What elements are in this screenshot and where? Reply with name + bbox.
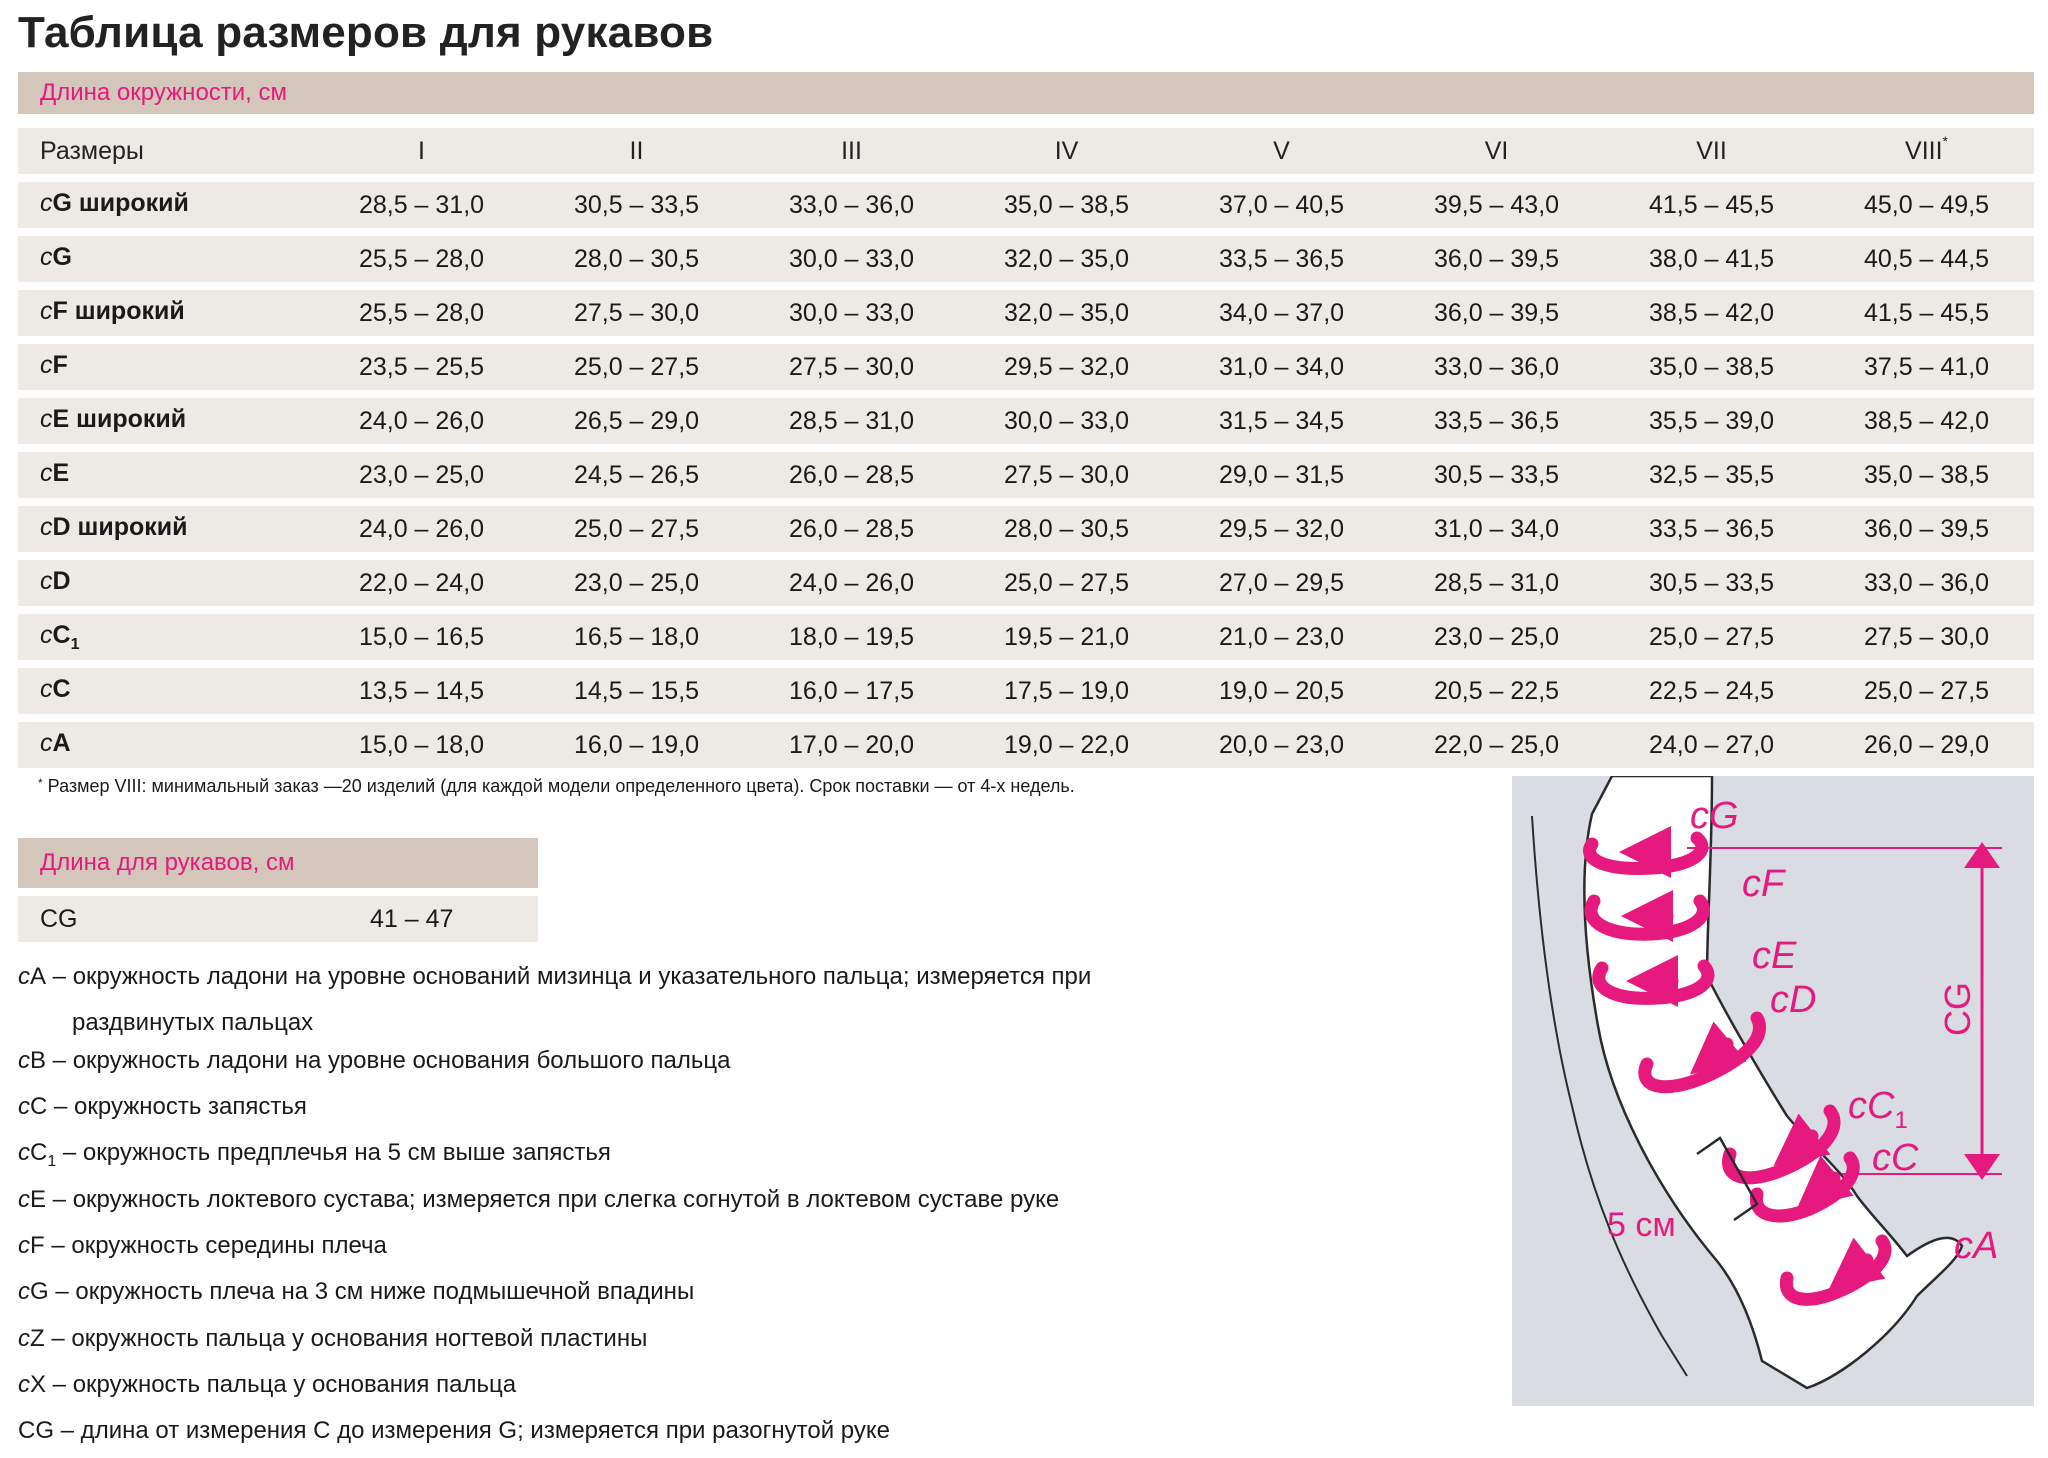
table-cell: 27,0 – 29,5 [1174, 560, 1389, 606]
legend-main: G [30, 1278, 49, 1306]
table-cell: 25,0 – 27,5 [1604, 614, 1819, 660]
legend-main: X [30, 1370, 47, 1398]
circumference-band: Длина окружности, см [18, 72, 2034, 114]
legend-item [18, 958, 1488, 1004]
table-row [18, 344, 2034, 390]
table-cell: 24,0 – 27,0 [1604, 722, 1819, 768]
label-prefix: c [40, 728, 53, 757]
row-label [18, 614, 314, 660]
table-row [18, 560, 2034, 606]
table-cell: 30,5 – 33,5 [1389, 452, 1604, 498]
col-header: IV [959, 128, 1174, 174]
table-cell: 22,0 – 25,0 [1389, 722, 1604, 768]
table-cell: 35,0 – 38,5 [1604, 344, 1819, 390]
legend-item [18, 1366, 1488, 1412]
table-cell: 30,0 – 33,0 [744, 236, 959, 282]
table-cell: 26,0 – 29,0 [1819, 722, 2034, 768]
table-cell: 31,0 – 34,0 [1389, 506, 1604, 552]
col-header: I [314, 128, 529, 174]
legend-main: F [30, 1231, 45, 1259]
label-main: A [52, 728, 71, 757]
col-header-text: VIII [1905, 136, 1943, 165]
legend [18, 958, 1488, 1458]
table-row [18, 182, 2034, 228]
label-c1-main: cC [1848, 1085, 1895, 1127]
table-row [18, 236, 2034, 282]
table-cell: 20,5 – 22,5 [1389, 668, 1604, 714]
legend-main: E [30, 1185, 47, 1213]
legend-item [18, 1042, 1488, 1088]
table-cell: 20,0 – 23,0 [1174, 722, 1389, 768]
label-prefix: c [40, 512, 53, 541]
table-cell: 28,5 – 31,0 [314, 182, 529, 228]
table-cell: 32,0 – 35,0 [959, 236, 1174, 282]
table-cell: 18,0 – 19,5 [744, 614, 959, 660]
table-cell: 28,5 – 31,0 [744, 398, 959, 444]
table-cell: 36,0 – 39,5 [1819, 506, 2034, 552]
table-cell: 37,0 – 40,5 [1174, 182, 1389, 228]
table-cell: 30,0 – 33,0 [959, 398, 1174, 444]
label-prefix: c [40, 458, 53, 487]
legend-text: – окружность середины плеча [44, 1231, 387, 1259]
table-cell: 35,0 – 38,5 [1819, 452, 2034, 498]
table-cell: 27,5 – 30,0 [744, 344, 959, 390]
col-header: V [1174, 128, 1389, 174]
row-label [18, 560, 314, 606]
table-cell: 15,0 – 18,0 [314, 722, 529, 768]
label-c: cC [1872, 1137, 1919, 1179]
table-cell: 38,5 – 42,0 [1604, 290, 1819, 336]
legend-text: – окружность пальца у основания ногтевой пластины [44, 1324, 648, 1352]
row-label [18, 398, 314, 444]
table-cell: 24,5 – 26,5 [529, 452, 744, 498]
col-header: III [744, 128, 959, 174]
row-label [18, 236, 314, 282]
table-cell: 33,5 – 36,5 [1174, 236, 1389, 282]
legend-text: – окружность плеча на 3 см ниже подмышечной впадины [48, 1278, 695, 1306]
label-prefix: c [40, 620, 53, 649]
table-cell: 17,0 – 20,0 [744, 722, 959, 768]
table-cell: 36,0 – 39,5 [1389, 290, 1604, 336]
table-cell: 13,5 – 14,5 [314, 668, 529, 714]
header-row [18, 128, 2034, 174]
label-prefix: c [40, 188, 53, 217]
label-prefix: c [40, 242, 53, 271]
label-main: G [52, 188, 72, 217]
table-cell: 30,5 – 33,5 [1604, 560, 1819, 606]
col-header: II [529, 128, 744, 174]
table-row [18, 722, 2034, 768]
legend-prefix: c [18, 1278, 30, 1306]
table-cell: 25,5 – 28,0 [314, 236, 529, 282]
label-suffix: широкий [69, 404, 187, 433]
legend-prefix: c [18, 1093, 30, 1121]
row-label [18, 668, 314, 714]
table-cell: 26,0 – 28,5 [744, 452, 959, 498]
sizes-table [18, 120, 2034, 776]
legend-item [18, 1412, 1488, 1458]
arm-diagram [1512, 776, 2034, 1406]
label-prefix: c [40, 674, 53, 703]
table-cell: 45,0 – 49,5 [1819, 182, 2034, 228]
table-cell: 33,0 – 36,0 [744, 182, 959, 228]
legend-continuation: раздвинутых пальцах [72, 1009, 314, 1037]
label-c1-sub: 1 [1894, 1107, 1908, 1134]
legend-prefix: c [18, 1139, 30, 1167]
row-label [18, 506, 314, 552]
table-cell: 25,0 – 27,5 [1819, 668, 2034, 714]
table-row [18, 614, 2034, 660]
legend-text: – окружность ладони на уровне оснований мизинца и указательного пальца; измеряется при [46, 963, 1092, 990]
table-cell: 24,0 – 26,0 [314, 398, 529, 444]
label-prefix: c [40, 296, 53, 325]
table-cell: 26,5 – 29,0 [529, 398, 744, 444]
table-cell: 28,0 – 30,5 [529, 236, 744, 282]
five-cm-label: 5 см [1607, 1206, 1676, 1244]
table-cell: 15,0 – 16,5 [314, 614, 529, 660]
table-cell: 28,5 – 31,0 [1389, 560, 1604, 606]
legend-main: Z [30, 1324, 45, 1352]
legend-item [18, 1134, 1488, 1180]
label-suffix: широкий [70, 512, 188, 541]
col-header: VI [1389, 128, 1604, 174]
row-label [18, 290, 314, 336]
table-cell: 24,0 – 26,0 [314, 506, 529, 552]
table-cell: 41,5 – 45,5 [1819, 290, 2034, 336]
length-value: 41 – 47 [370, 904, 454, 933]
label-main: C [52, 620, 71, 649]
table-cell: 33,5 – 36,5 [1389, 398, 1604, 444]
table-cell: 24,0 – 26,0 [744, 560, 959, 606]
table-cell: 30,5 – 33,5 [529, 182, 744, 228]
legend-item [18, 1088, 1488, 1134]
legend-item [18, 1227, 1488, 1273]
length-band: Длина для рукавов, см [18, 838, 538, 888]
table-cell: 29,5 – 32,0 [1174, 506, 1389, 552]
label-sub: 1 [70, 635, 80, 653]
table-cell: 31,0 – 34,0 [1174, 344, 1389, 390]
table-row [18, 452, 2034, 498]
footnote [38, 776, 1075, 797]
table-cell: 23,0 – 25,0 [1389, 614, 1604, 660]
table-cell: 33,0 – 36,0 [1389, 344, 1604, 390]
table-cell: 25,5 – 28,0 [314, 290, 529, 336]
legend-prefix: c [18, 963, 30, 990]
table-cell: 16,0 – 17,5 [744, 668, 959, 714]
table-cell: 29,0 – 31,5 [1174, 452, 1389, 498]
label-main: G [52, 242, 72, 271]
footnote-marker: * [1942, 132, 1948, 149]
label-a: cA [1954, 1225, 1999, 1267]
legend-text: – окружность предплечья на 5 см выше запястья [56, 1139, 611, 1167]
label-main: E [52, 404, 70, 433]
col-header: VII [1604, 128, 1819, 174]
table-cell: 23,0 – 25,0 [314, 452, 529, 498]
table-cell: 26,0 – 28,5 [744, 506, 959, 552]
cg-label: CG [1937, 982, 1978, 1036]
table-cell: 41,5 – 45,5 [1604, 182, 1819, 228]
table-cell: 38,5 – 42,0 [1819, 398, 2034, 444]
label-suffix: широкий [71, 188, 189, 217]
legend-text: – окружность ладони на уровне основания большого пальца [46, 1046, 731, 1074]
label-prefix: c [40, 404, 53, 433]
legend-main: A [30, 963, 47, 990]
footnote-text: Размер VIII: минимальный заказ —20 изделий (для каждой модели определенного цвета). Срок поставки — от 4-х недель. [42, 776, 1075, 796]
legend-item [18, 1320, 1488, 1366]
table-cell: 19,5 – 21,0 [959, 614, 1174, 660]
label-suffix: широкий [67, 296, 185, 325]
legend-main: CG [18, 1417, 54, 1445]
label-f: cF [1742, 863, 1785, 905]
table-row [18, 668, 2034, 714]
table-cell: 37,5 – 41,0 [1819, 344, 2034, 390]
legend-text: – окружность запястья [47, 1093, 307, 1121]
legend-text: – окружность пальца у основания пальца [46, 1370, 517, 1398]
label-main: F [52, 350, 68, 379]
row-label [18, 182, 314, 228]
legend-prefix: c [18, 1370, 30, 1398]
table-cell: 30,0 – 33,0 [744, 290, 959, 336]
label-d: cD [1770, 979, 1817, 1021]
table-cell: 17,5 – 19,0 [959, 668, 1174, 714]
page-title: Таблица размеров для рукавов [18, 8, 714, 57]
table-cell: 28,0 – 30,5 [959, 506, 1174, 552]
length-label: CG [40, 904, 78, 933]
table-cell: 21,0 – 23,0 [1174, 614, 1389, 660]
table-cell: 25,0 – 27,5 [959, 560, 1174, 606]
table-cell: 31,5 – 34,5 [1174, 398, 1389, 444]
legend-prefix: c [18, 1185, 30, 1213]
table-cell: 38,0 – 41,5 [1604, 236, 1819, 282]
table-cell: 34,0 – 37,0 [1174, 290, 1389, 336]
length-row [18, 896, 538, 942]
legend-prefix: c [18, 1231, 30, 1259]
label-main: D [52, 566, 71, 595]
table-cell: 36,0 – 39,5 [1389, 236, 1604, 282]
table-cell: 23,5 – 25,5 [314, 344, 529, 390]
table-cell: 40,5 – 44,5 [1819, 236, 2034, 282]
table-cell: 25,0 – 27,5 [529, 506, 744, 552]
legend-item [18, 1181, 1488, 1227]
table-cell: 23,0 – 25,0 [529, 560, 744, 606]
legend-sub: 1 [47, 1153, 57, 1171]
label-e: cE [1752, 935, 1797, 977]
table-row [18, 398, 2034, 444]
legend-text: – длина от измерения C до измерения G; измеряется при разогнутой руке [54, 1417, 890, 1445]
row-label [18, 452, 314, 498]
table-cell: 16,5 – 18,0 [529, 614, 744, 660]
legend-main: C [30, 1093, 48, 1121]
legend-prefix: c [18, 1046, 30, 1074]
legend-prefix: c [18, 1324, 30, 1352]
legend-text: – окружность локтевого сустава; измеряется при слегка согнутой в локтевом суставе руке [46, 1185, 1060, 1213]
table-cell: 35,0 – 38,5 [959, 182, 1174, 228]
label-main: F [52, 296, 68, 325]
label-g: cG [1690, 795, 1739, 837]
table-cell: 14,5 – 15,5 [529, 668, 744, 714]
table-cell: 29,5 – 32,0 [959, 344, 1174, 390]
header-label: Размеры [18, 128, 314, 174]
table-cell: 27,5 – 30,0 [959, 452, 1174, 498]
table-cell: 32,0 – 35,0 [959, 290, 1174, 336]
label-prefix: c [40, 350, 53, 379]
legend-item [18, 1273, 1488, 1319]
table-cell: 16,0 – 19,0 [529, 722, 744, 768]
table-row [18, 290, 2034, 336]
table-cell: 39,5 – 43,0 [1389, 182, 1604, 228]
table-cell: 22,5 – 24,5 [1604, 668, 1819, 714]
row-label [18, 344, 314, 390]
table-cell: 19,0 – 20,5 [1174, 668, 1389, 714]
label-main: D [52, 512, 71, 541]
table-cell: 27,5 – 30,0 [1819, 614, 2034, 660]
table-cell: 27,5 – 30,0 [529, 290, 744, 336]
table-cell: 32,5 – 35,5 [1604, 452, 1819, 498]
label-main: E [52, 458, 70, 487]
col-header-viii [1819, 128, 2034, 174]
table-cell: 22,0 – 24,0 [314, 560, 529, 606]
table-cell: 33,0 – 36,0 [1819, 560, 2034, 606]
table-cell: 35,5 – 39,0 [1604, 398, 1819, 444]
label-main: C [52, 674, 71, 703]
row-label [18, 722, 314, 768]
legend-main: B [30, 1046, 47, 1074]
label-prefix: c [40, 566, 53, 595]
legend-main: C [30, 1139, 48, 1167]
footnote-marker: * [38, 776, 43, 790]
table-cell: 25,0 – 27,5 [529, 344, 744, 390]
table-cell: 33,5 – 36,5 [1604, 506, 1819, 552]
table-row [18, 506, 2034, 552]
table-cell: 19,0 – 22,0 [959, 722, 1174, 768]
